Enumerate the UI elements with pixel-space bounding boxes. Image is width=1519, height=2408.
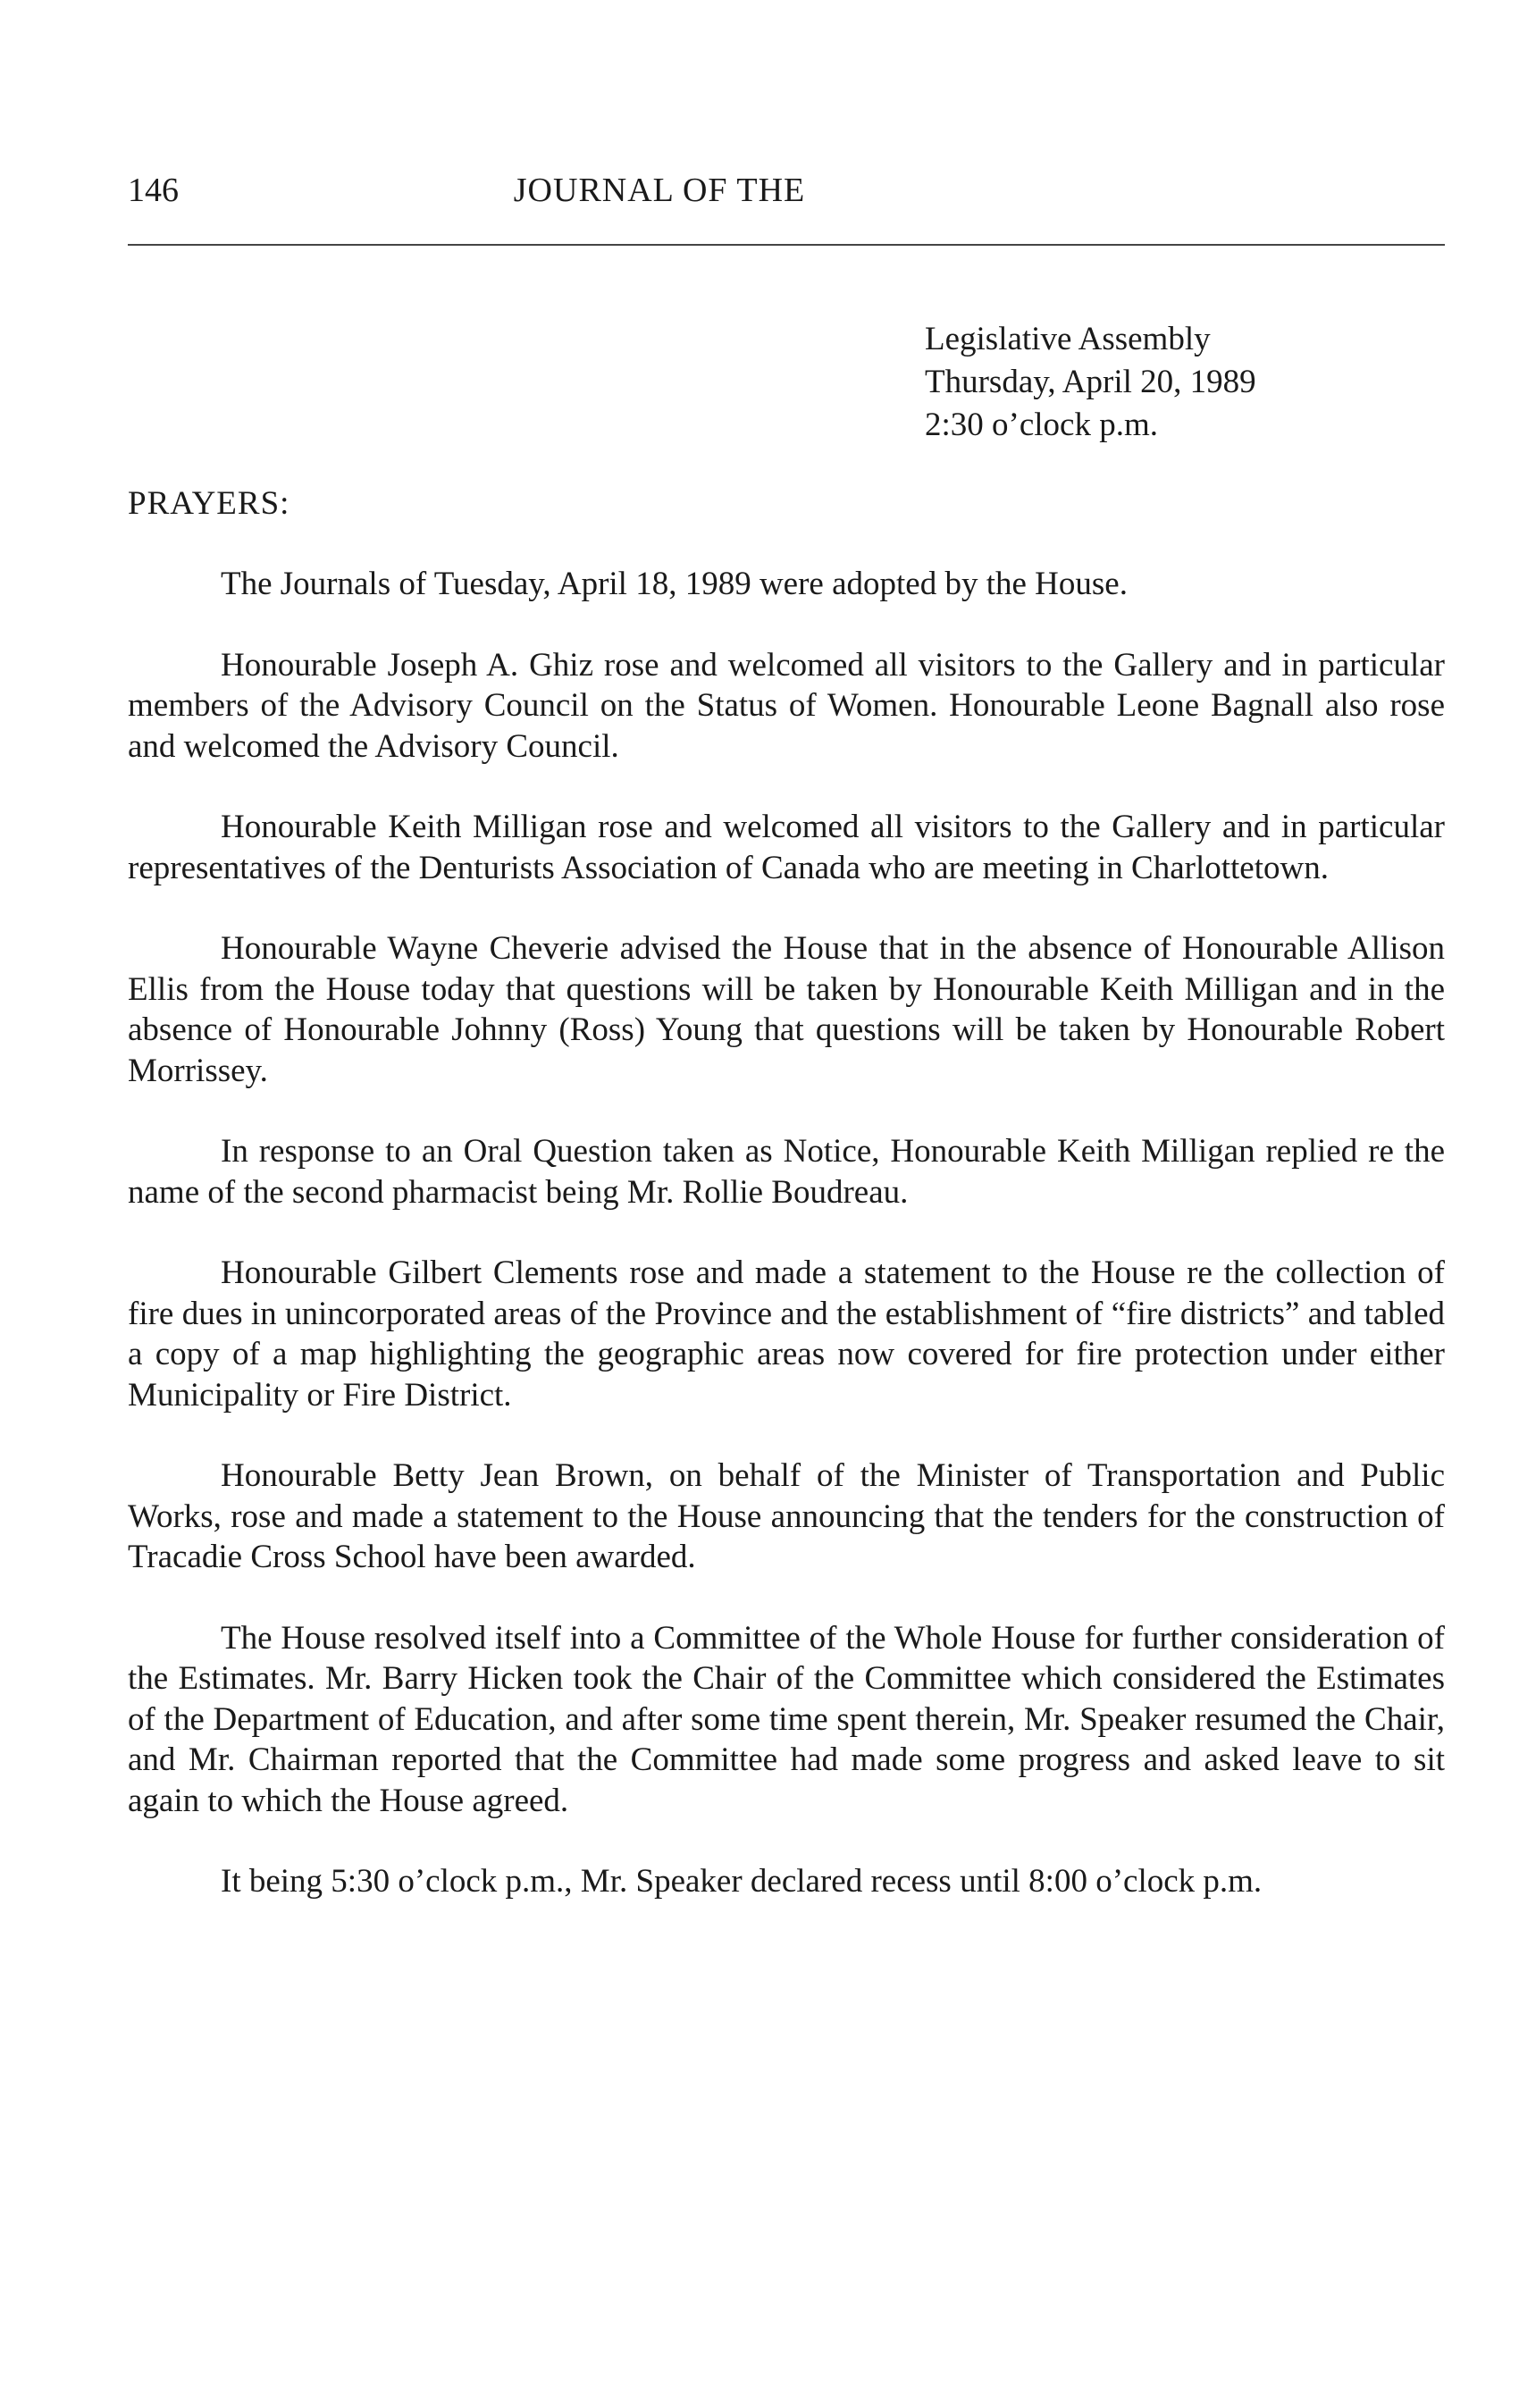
dateline-date: Thursday, April 20, 1989	[925, 364, 1256, 400]
prayers-heading: PRAYERS:	[128, 485, 290, 522]
header-rule	[128, 244, 1445, 246]
paragraph-journals-adopted: The Journals of Tuesday, April 18, 1989 were adopted by the House.	[221, 566, 1128, 602]
paragraph-recess: It being 5:30 o’clock p.m., Mr. Speaker declared recess until 8:00 o’clock p.m.	[221, 1863, 1263, 1900]
sitting-dateline	[925, 318, 1256, 447]
paragraph-brown-statement: Honourable Betty Jean Brown, on behalf of the Minister of Transportation and Public Works, rose and made a statement to the House announcing that the tenders for the construction of Tracadie Cross School have been awarded.	[128, 1457, 1445, 1575]
paragraph-committee-whole: The House resolved itself into a Committee of the Whole House for further consideration of the Estimates. Mr. Barry Hicken took the Chair of the Committee which considered the Estimates of the Department of Education, and after some time spent therein, Mr. Speaker resumed the Chair, and Mr. Chairman reported that the Committee had made some progress and asked leave to sit again to which the House agreed.	[128, 1619, 1445, 1819]
paragraph-ghiz-welcome: Honourable Joseph A. Ghiz rose and welcomed all visitors to the Gallery and in particular members of the Advisory Council on the Status of Women. Honourable Leone Bagnall also rose and welcomed the Advisory Council.	[128, 646, 1445, 765]
paragraph-milligan-welcome: Honourable Keith Milligan rose and welcomed all visitors to the Gallery and in particular representatives of the Denturists Association of Canada who are meeting in Charlottetown.	[128, 809, 1445, 886]
dateline-time: 2:30 o’clock p.m.	[925, 407, 1159, 443]
page-number: 146	[128, 172, 179, 209]
page-header	[128, 168, 1450, 213]
paragraph-clements-statement: Honourable Gilbert Clements rose and made a statement to the House re the collection of fire dues in unincorporated areas of the Province and the establishment of “fire districts” and tabled a copy of a map highlighting the geographic areas now covered for fire protection under either Municipality or Fire District.	[128, 1254, 1445, 1414]
paragraph-cheverie-advice: Honourable Wayne Cheverie advised the House that in the absence of Honourable Allison Ellis from the House today that questions will be taken by Honourable Keith Milligan and in the absence of Honourable Johnny (Ross) Young that questions will be taken by Honourable Robert Morrissey.	[128, 930, 1445, 1089]
running-title: JOURNAL OF THE	[513, 172, 806, 209]
paragraph-oral-question: In response to an Oral Question taken as Notice, Honourable Keith Milligan replied re the name of the second pharmacist being Mr. Rollie Boudreau.	[128, 1133, 1445, 1211]
dateline-assembly: Legislative Assembly	[925, 321, 1211, 357]
journal-body	[128, 564, 1445, 1942]
